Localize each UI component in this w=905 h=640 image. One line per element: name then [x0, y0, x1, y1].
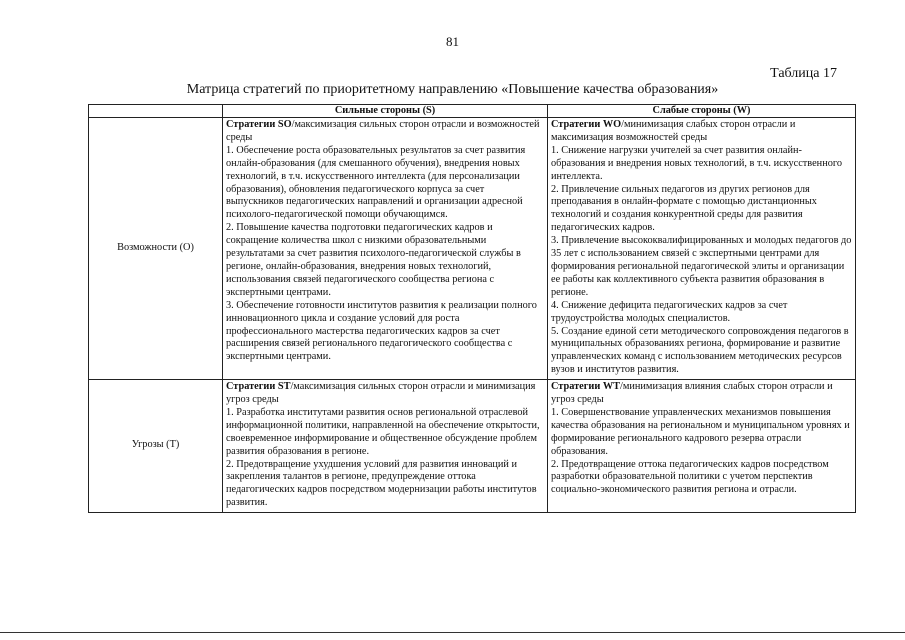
so-item: 1. Обеспечение роста образовательных результатов за счет развития онлайн-образования (для смешанного обучения), внедрения новых технологий, в т.ч. искусственного интеллекта (для персонализации образования), обновления педагогического корпуса за счет выпускников педагогических направлений и организации адресной психолого-педагогической помощи обучающимся.: [226, 144, 526, 221]
st-item: 1. Разработка институтами развития основ региональной отраслевой информационной политики, направленной на обеспечение открытости, своевременное информирование и общественное обсуждение проблем развития образования в регионе.: [226, 406, 540, 457]
wo-item: 3. Привлечение высококвалифицированных и молодых педагогов до 35 лет с использованием связей с экспертными центрами для формирования региональной педагогической элиты и организации ее работы как коллективного субъекта развития образования в регионе.: [551, 235, 852, 298]
wt-item: 2. Предотвращение оттока педагогических кадров посредством разработки образовательной политики с учетом перспектив социально-экономического развития региона и отрасли.: [551, 458, 829, 496]
cell-wt: [548, 380, 856, 513]
strategy-matrix-table: [88, 104, 856, 513]
table-number: Таблица 17: [770, 66, 837, 81]
wo-title: Стратегии WO: [551, 119, 622, 130]
row-header-threats: Угрозы (Т): [89, 380, 223, 513]
page-bottom-rule: [0, 632, 905, 633]
wt-heading: [551, 381, 852, 407]
wo-item: 1. Снижение нагрузки учителей за счет развития онлайн-образования и внедрения новых технологий, в т.ч. искусственного интеллекта.: [551, 144, 842, 182]
st-heading: [226, 381, 544, 407]
column-header-weaknesses: Слабые стороны (W): [548, 105, 856, 118]
wo-subtitle: /минимизация слабых сторон отрасли и максимизация возможностей среды: [551, 119, 796, 143]
wt-item: 1. Совершенствование управленческих механизмов повышения качества образования на региональном и муниципальном уровнях и формирование регионального кадрового резерва отрасли образования.: [551, 406, 850, 457]
wo-item: 5. Создание единой сети методического сопровождения педагогов в муниципальных образованиях региона, формирование и развитие управленческих команд с использованием методических ресурсов вузов и институтов развития.: [551, 325, 849, 376]
row-opportunities: [89, 118, 856, 380]
row-header-opportunities: Возможности (О): [89, 118, 223, 380]
so-item: 2. Повышение качества подготовки педагогических кадров и сокращение количества школ с низкими образовательными результатами за счет развития психолого-педагогической службы в регионе, онлайн-образования, внедрения новых технологий, использования связей педагогического сообщества региона с экспертными центрами.: [226, 222, 521, 298]
column-header-strengths: Сильные стороны (S): [223, 105, 548, 118]
st-title: Стратегии ST: [226, 381, 291, 393]
row-threats: [89, 380, 856, 513]
wo-item: 4. Снижение дефицита педагогических кадров за счет трудоустройства молодых специалистов.: [551, 299, 788, 324]
corner-cell: [89, 105, 223, 118]
wt-title: Стратегии WT: [551, 381, 621, 393]
wo-item: 2. Привлечение сильных педагогов из других регионов для преподавания в онлайн-формате с помощью дистанционных технологий и создания конкурентной среды для развития педагогических кадров.: [551, 183, 817, 234]
st-item: 2. Предотвращение ухудшения условий для развития инноваций и закрепления талантов в регионе, предупреждение оттока педагогических кадров посредством модернизации работы институтов развития.: [226, 458, 537, 509]
cell-st: [223, 380, 548, 513]
so-subtitle: /максимизация сильных сторон отрасли и возможностей среды: [226, 119, 540, 143]
so-heading: [226, 119, 544, 145]
cell-wo: [548, 118, 856, 380]
wo-heading: [551, 119, 852, 145]
table-caption: Матрица стратегий по приоритетному направлению «Повышение качества образования»: [186, 82, 719, 97]
page-number: 81: [446, 34, 459, 49]
wt-subtitle: /минимизация влияния слабых сторон отрасли и угроз среды: [551, 381, 833, 406]
st-subtitle: /максимизация сильных сторон отрасли и минимизация угроз среды: [226, 381, 536, 406]
so-item: 3. Обеспечение готовности институтов развития к реализации полного инновационного цикла и создание условий для роста профессионального мастерства педагогических кадров за счет расширения связей регионального педагогического сообщества с экспертными центрами.: [226, 299, 537, 363]
so-title: Стратегии SO: [226, 119, 292, 130]
cell-so: [223, 118, 548, 380]
header-row: [89, 105, 856, 118]
